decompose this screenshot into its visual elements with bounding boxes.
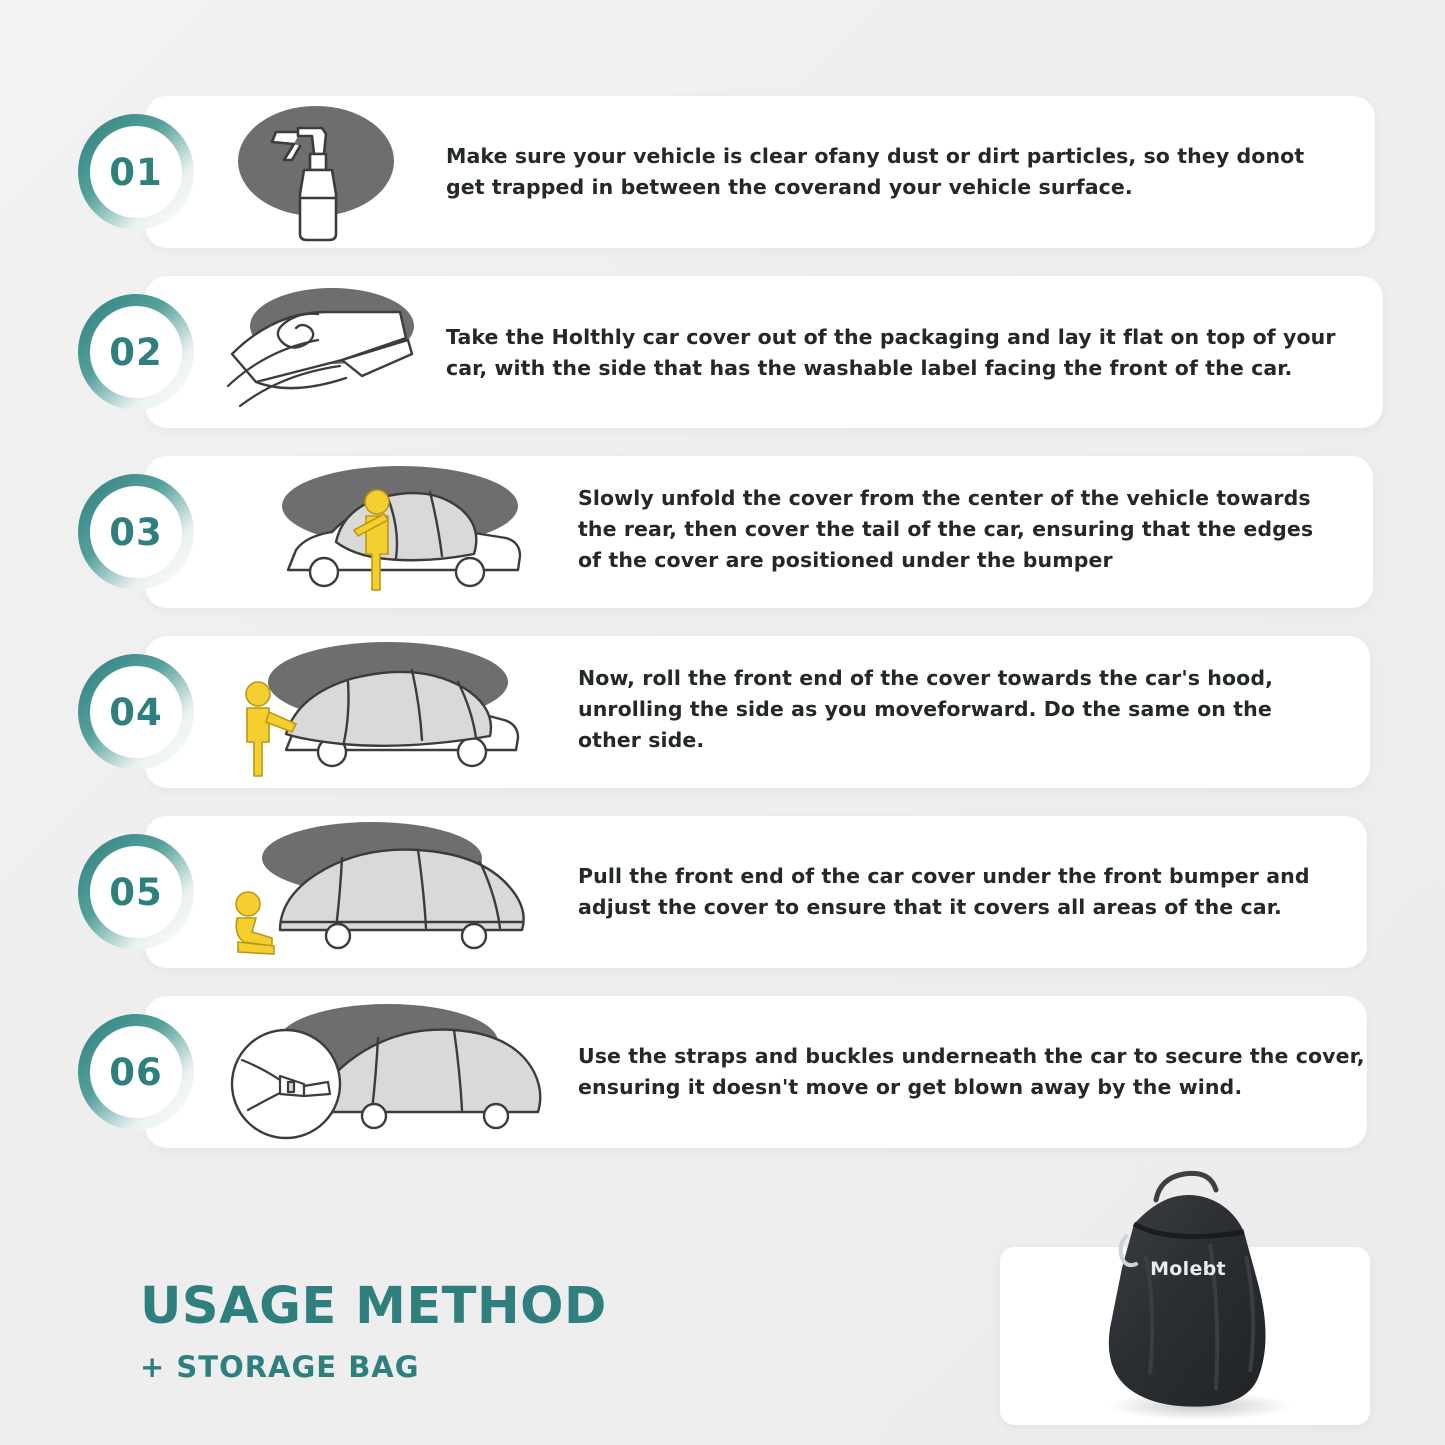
storage-bag-icon xyxy=(1060,1160,1310,1422)
person-unfolding-cover-icon xyxy=(262,458,562,608)
step-badge-inner xyxy=(90,1026,182,1118)
step-item-05 xyxy=(0,816,1445,968)
step-number: 06 xyxy=(109,1050,163,1094)
step-number: 04 xyxy=(109,690,163,734)
steps-list xyxy=(0,96,1445,1176)
step-badge-inner xyxy=(90,666,182,758)
step-badge-04 xyxy=(78,654,194,770)
bag-brand-label: Molebt xyxy=(1150,1258,1226,1280)
step-number: 01 xyxy=(109,150,163,194)
step-description: Make sure your vehicle is clear ofany dust or dirt particles, so they donot get trapped in between the coverand your vehicle surface. xyxy=(446,144,1305,200)
step-number: 02 xyxy=(109,330,163,374)
spray-bottle-icon xyxy=(228,98,438,248)
step-description: Take the Holthly car cover out of the packaging and lay it flat on top of your car, with the side that has the washable label facing the front of the car. xyxy=(446,325,1336,381)
step-item-06 xyxy=(0,996,1445,1148)
step-badge-02 xyxy=(78,294,194,410)
step-number: 03 xyxy=(109,510,163,554)
step-item-04 xyxy=(0,636,1445,788)
person-tucking-cover-bumper-icon xyxy=(222,818,542,968)
step-badge-06 xyxy=(78,1014,194,1130)
step-badge-05 xyxy=(78,834,194,950)
step-item-01 xyxy=(0,96,1445,248)
step-description: Use the straps and buckles underneath the car to secure the cover, ensuring it doesn't move or get blown away by the wind. xyxy=(578,1044,1365,1100)
step-number: 05 xyxy=(109,870,163,914)
step-item-03 xyxy=(0,456,1445,608)
step-badge-inner xyxy=(90,126,182,218)
step-badge-inner xyxy=(90,306,182,398)
step-badge-01 xyxy=(78,114,194,230)
step-description: Pull the front end of the car cover under the front bumper and adjust the cover to ensure that it covers all areas of the car. xyxy=(578,864,1310,920)
folded-cover-on-roof-icon xyxy=(222,278,432,428)
step-badge-inner xyxy=(90,486,182,578)
step-description: Slowly unfold the cover from the center of the vehicle towards the rear, then cover the tail of the car, ensuring that the edges of the cover are positioned under the bumper xyxy=(578,486,1314,573)
step-item-02 xyxy=(0,276,1445,428)
footer-subtitle: + STORAGE BAG xyxy=(140,1350,420,1384)
person-rolling-cover-front-icon xyxy=(228,638,538,788)
step-description: Now, roll the front end of the cover towards the car's hood, unrolling the side as you moveforward. Do the same on the other side. xyxy=(578,666,1274,753)
footer-title: USAGE METHOD xyxy=(140,1277,607,1336)
strap-buckle-icon xyxy=(228,998,548,1148)
step-badge-inner xyxy=(90,846,182,938)
step-badge-03 xyxy=(78,474,194,590)
